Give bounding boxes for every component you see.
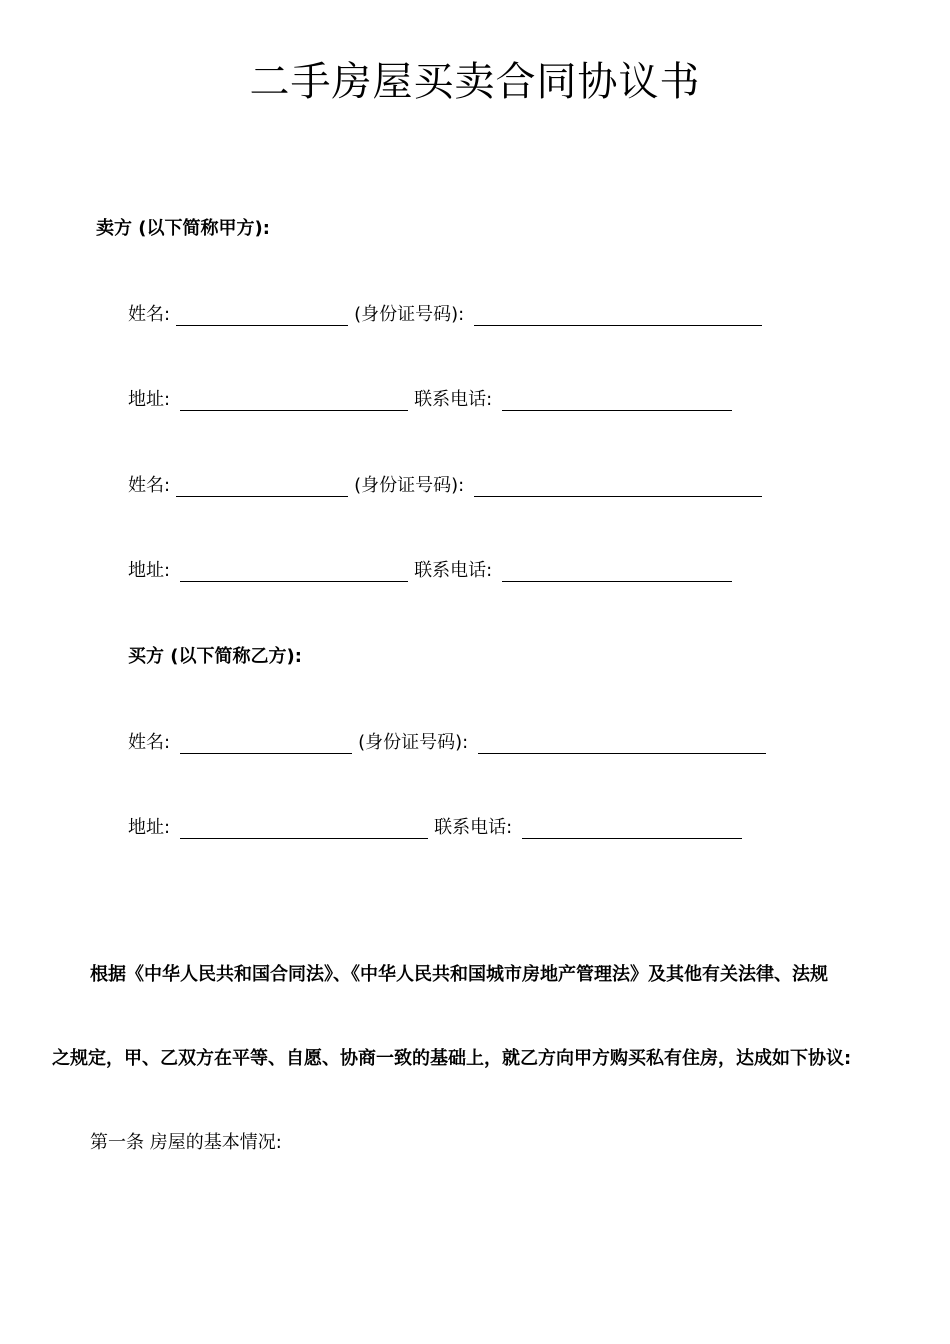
- phone-blank[interactable]: [502, 561, 732, 582]
- address-blank[interactable]: [180, 390, 408, 411]
- name-blank[interactable]: [180, 733, 352, 754]
- name-label: 姓名:: [128, 475, 171, 496]
- phone-label: 联系电话:: [414, 389, 493, 410]
- seller-1-name-row: [128, 300, 768, 326]
- preamble-line-2: 之规定，甲、乙双方在平等、自愿、协商一致的基础上，就乙方向甲方购买私有住房，达成如下协议:: [52, 1048, 852, 1069]
- id-blank[interactable]: [474, 305, 762, 326]
- id-label: (身份证号码):: [358, 732, 469, 753]
- phone-label: 联系电话:: [414, 560, 493, 581]
- seller-2-name-row: [128, 471, 768, 497]
- address-blank[interactable]: [180, 818, 428, 839]
- address-label: 地址:: [128, 817, 171, 838]
- document-title: 二手房屋买卖合同协议书: [249, 59, 701, 105]
- preamble-line-1: 根据《中华人民共和国合同法》、《中华人民共和国城市房地产管理法》及其他有关法律、法规: [90, 964, 828, 985]
- buyer-heading: 买方 (以下简称乙方):: [128, 646, 302, 667]
- buyer-1-address-row: [128, 813, 748, 839]
- seller-heading: 卖方 (以下简称甲方):: [96, 218, 270, 239]
- address-label: 地址:: [128, 389, 171, 410]
- seller-2-address-row: [128, 556, 738, 582]
- address-blank[interactable]: [180, 561, 408, 582]
- name-blank[interactable]: [176, 305, 348, 326]
- article-1-heading: 第一条 房屋的基本情况:: [90, 1132, 282, 1153]
- name-blank[interactable]: [176, 476, 348, 497]
- name-label: 姓名:: [128, 304, 171, 325]
- name-label: 姓名:: [128, 732, 171, 753]
- phone-blank[interactable]: [522, 818, 742, 839]
- buyer-1-name-row: [128, 728, 772, 754]
- phone-blank[interactable]: [502, 390, 732, 411]
- id-label: (身份证号码):: [354, 304, 465, 325]
- address-label: 地址:: [128, 560, 171, 581]
- phone-label: 联系电话:: [434, 817, 513, 838]
- seller-1-address-row: [128, 385, 738, 411]
- id-blank[interactable]: [478, 733, 766, 754]
- id-label: (身份证号码):: [354, 475, 465, 496]
- id-blank[interactable]: [474, 476, 762, 497]
